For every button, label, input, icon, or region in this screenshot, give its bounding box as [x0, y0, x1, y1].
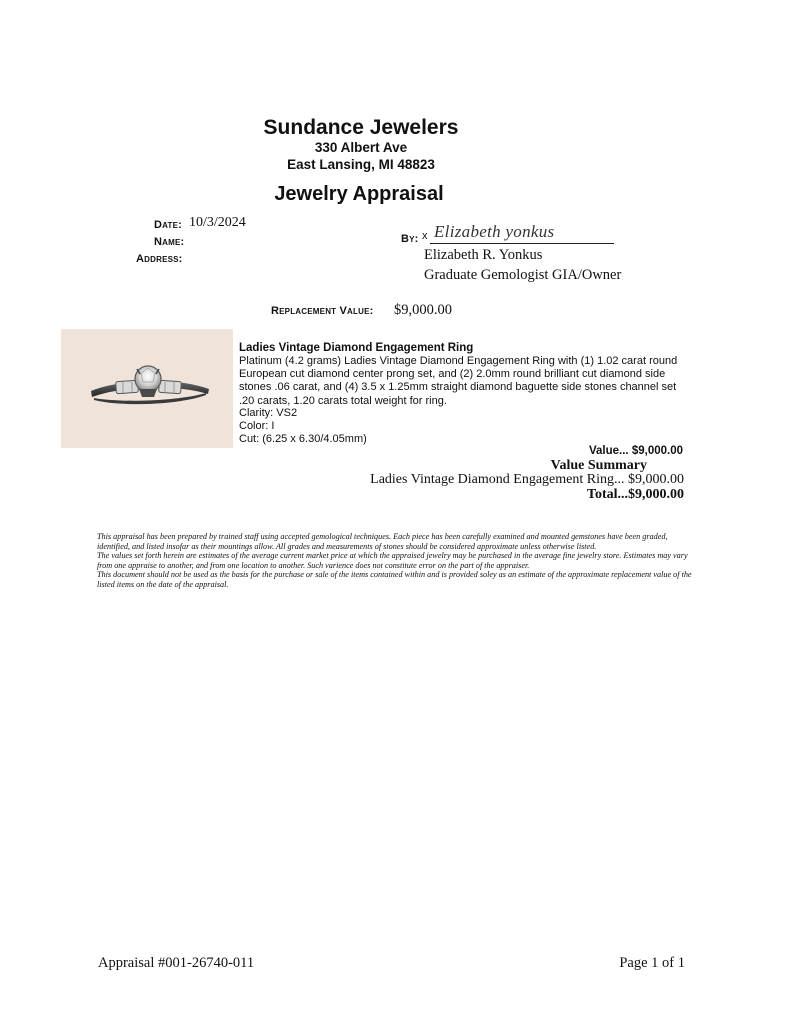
name-label: Name:: [154, 236, 185, 248]
value-summary-line: Ladies Vintage Diamond Engagement Ring... $9,000.00: [370, 472, 684, 487]
appraiser-title: Graduate Gemologist GIA/Owner: [424, 267, 622, 283]
value-summary-total: Total...$9,000.00: [586, 487, 684, 502]
item-title: Ladies Vintage Diamond Engagement Ring: [239, 342, 474, 354]
company-address-line1: 330 Albert Ave: [314, 140, 408, 155]
date-value: 10/3/2024: [189, 215, 246, 230]
item-color: Color: I: [239, 420, 275, 432]
handwritten-signature: Elizabeth yonkus: [434, 222, 555, 241]
value-summary-title: Value Summary: [550, 458, 647, 473]
item-value: Value... $9,000.00: [589, 445, 683, 457]
signature-mark: x: [422, 230, 428, 242]
item-description: Platinum (4.2 grams) Ladies Vintage Diamond Engagement Ring with (1) 1.02 carat round European cut diamond center prong set, and (2) 2.0mm round brilliant cut diamond side stones .06 carat, and (4) 3.5 x 1.25mm straight diamond baguette side stones channel set .20 carats, 1.20 carats total weight for ring.: [239, 355, 678, 407]
company-name: Sundance Jewelers: [263, 116, 459, 139]
ring-icon: [61, 329, 233, 448]
date-label: Date:: [154, 219, 183, 231]
page-number: Page 1 of 1: [619, 955, 685, 971]
item-clarity: Clarity: VS2: [239, 407, 298, 419]
appraiser-name: Elizabeth R. Yonkus: [424, 247, 543, 263]
signature-line: [430, 243, 614, 244]
ring-photo: [61, 329, 233, 448]
disclaimer-paragraph: This document should not be used as the basis for the purchase or sale of the items contained within and is provided soley as an estimate of the approximate replacement value of the listed items on the date of the appraisal.: [97, 570, 692, 589]
disclaimer: [97, 532, 697, 590]
disclaimer-paragraph: This appraisal has been prepared by trained staff using accepted gemological techniques. Each piece has been carefully examined and mounted gemstones have been graded, identified, and listed insofar as their mountings allow. All grades and measurements of stones should be considered approximate unless otherwise listed.: [97, 532, 668, 551]
appraisal-number: Appraisal #001-26740-011: [98, 955, 255, 971]
disclaimer-paragraph: The values set forth herein are estimates of the average current market price at which the appraised jewelry may be purchased in the average fine jewelry store. Estimates may vary from one appraise to another, and from one location to another. Such varience does not constitute error on the part of the appraiser.: [97, 551, 688, 570]
document-title: Jewelry Appraisal: [274, 183, 444, 205]
by-label: By:: [401, 233, 419, 245]
address-label: Address:: [136, 253, 183, 265]
company-address-line2: East Lansing, MI 48823: [287, 157, 435, 172]
replacement-value: $9,000.00: [394, 302, 452, 318]
item-cut: Cut: (6.25 x 6.30/4.05mm): [239, 433, 367, 445]
replacement-value-label: Replacement Value:: [271, 305, 374, 317]
